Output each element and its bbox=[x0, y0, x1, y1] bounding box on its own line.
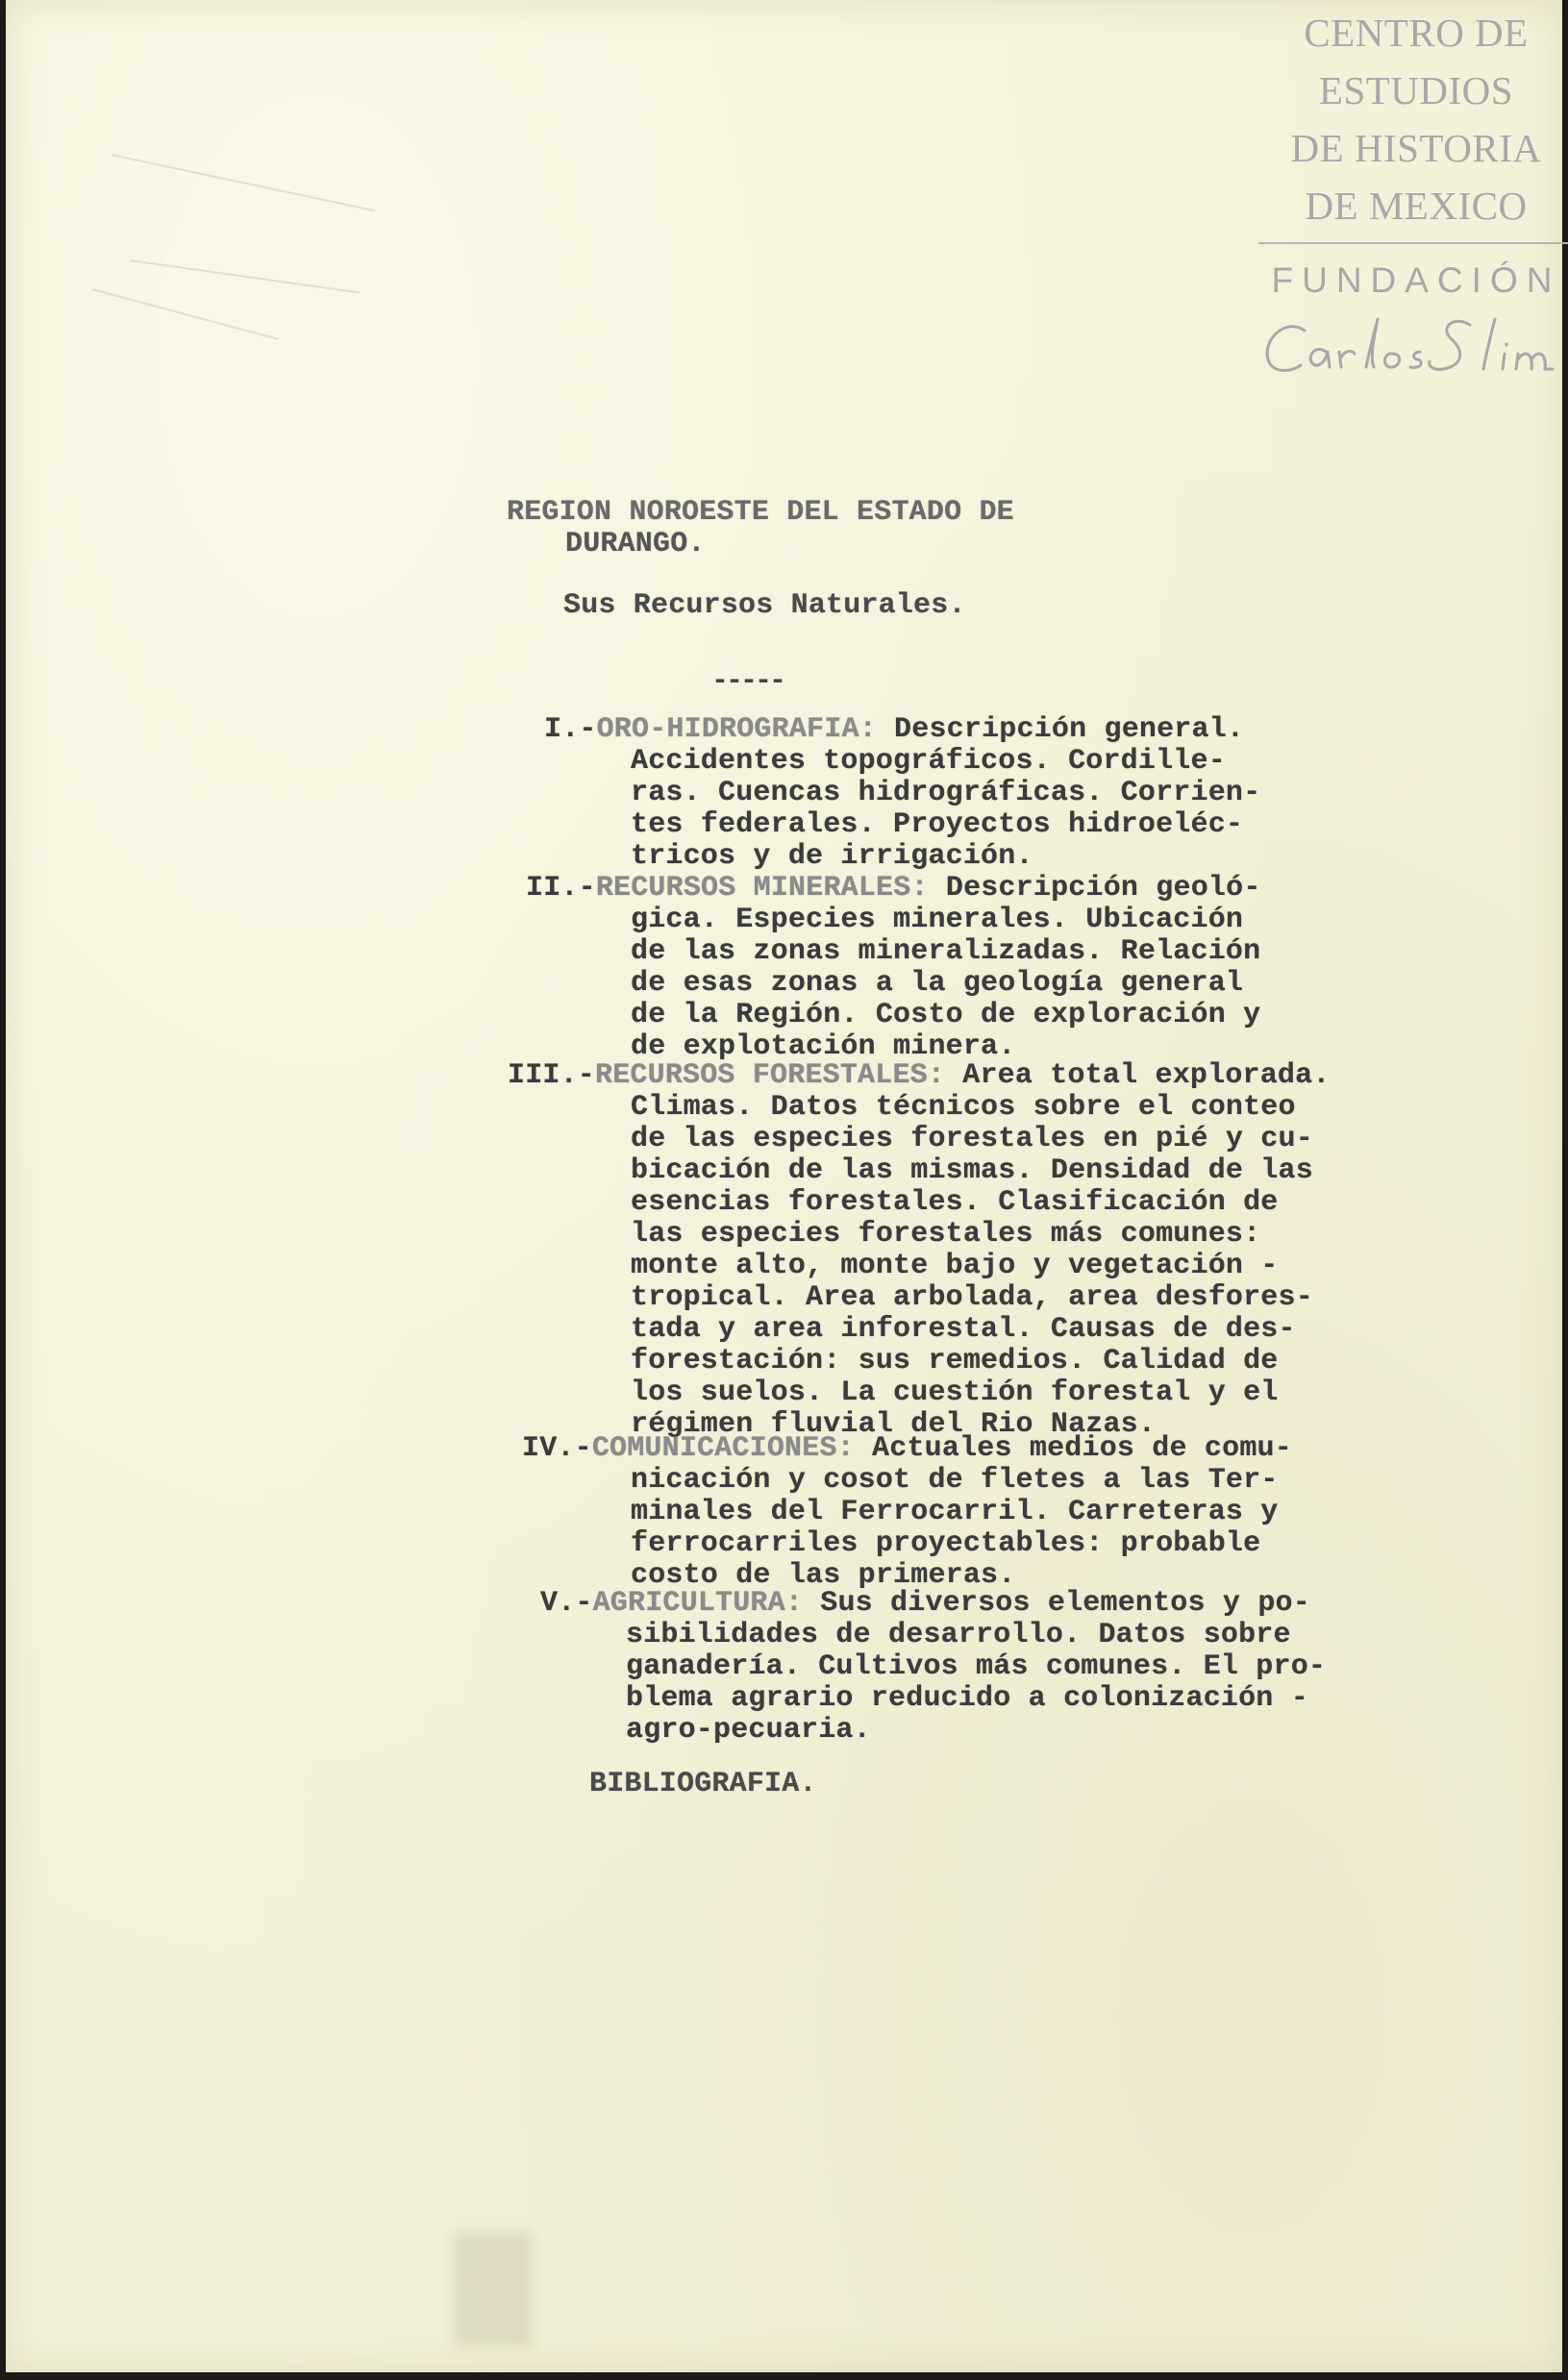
archive-watermark bbox=[1258, 0, 1568, 388]
section-text-line: esencias forestales. Clasificación de bbox=[631, 1186, 1279, 1219]
section-first-line: Descripción geoló- bbox=[928, 872, 1261, 905]
section-text-line: bicación de las mismas. Densidad de las bbox=[631, 1154, 1313, 1187]
section-heading: AGRICULTURA: bbox=[592, 1587, 804, 1620]
section-text-line: nicación y cosot de fletes a las Ter- bbox=[631, 1464, 1279, 1497]
watermark-line: DE HISTORIA bbox=[1290, 126, 1542, 170]
section-text-line: de las especies forestales en pié y cu- bbox=[631, 1123, 1313, 1155]
document-title-line-1: REGION NOROESTE DEL ESTADO DE bbox=[507, 496, 1014, 529]
section-heading: RECURSOS MINERALES: bbox=[595, 872, 929, 905]
section-text-line: las especies forestales más comunes: bbox=[631, 1218, 1261, 1251]
section-heading-line bbox=[522, 1433, 1292, 1465]
paper-crease bbox=[112, 154, 375, 211]
section-text-line: tada y area inforestal. Causas de des- bbox=[631, 1313, 1296, 1346]
section-text-line: agro-pecuaria. bbox=[626, 1714, 871, 1747]
section-text-line: de las zonas mineralizadas. Relación bbox=[631, 935, 1261, 968]
document-page bbox=[6, 0, 1562, 2372]
section-heading: ORO-HIDROGRAFIA: bbox=[596, 713, 877, 746]
section-first-line: Actuales medios de comu- bbox=[854, 1432, 1292, 1465]
watermark-fundacion: FUNDACIÓN bbox=[1271, 260, 1561, 300]
section-text-line: gica. Especies minerales. Ubicación bbox=[631, 904, 1244, 936]
section-numeral: II.- bbox=[526, 872, 596, 905]
document-title-line-2: DURANGO. bbox=[565, 528, 706, 560]
section-text-line: forestación: sus remedios. Calidad de bbox=[631, 1345, 1279, 1377]
section-text-line: de la Región. Costo de exploración y bbox=[631, 999, 1261, 1031]
paper-smudge bbox=[454, 2232, 533, 2347]
watermark-line: CENTRO DE bbox=[1304, 11, 1529, 55]
section-text-line: tropical. Area arbolada, area desfores- bbox=[631, 1281, 1313, 1314]
section-heading-line bbox=[526, 873, 1261, 905]
section-first-line: Sus diversos elementos y po- bbox=[803, 1587, 1310, 1620]
section-text-line: tricos y de irrigación. bbox=[631, 840, 1033, 873]
section-numeral: I.- bbox=[544, 713, 597, 746]
section-heading: RECURSOS FORESTALES: bbox=[595, 1059, 946, 1092]
bibliography-heading: BIBLIOGRAFIA. bbox=[589, 1768, 817, 1800]
title-separator: ----- bbox=[711, 665, 784, 698]
section-text-line: de esas zonas a la geología general bbox=[631, 967, 1244, 1000]
section-first-line: Area total explorada. bbox=[945, 1059, 1331, 1092]
section-text-line: los suelos. La cuestión forestal y el bbox=[631, 1376, 1279, 1409]
section-text-line: tes federales. Proyectos hidroeléc- bbox=[631, 808, 1244, 841]
section-text-line: Accidentes topográficos. Cordille- bbox=[631, 745, 1226, 778]
section-text-line: Climas. Datos técnicos sobre el conteo bbox=[631, 1091, 1296, 1124]
section-numeral: V.- bbox=[540, 1587, 593, 1620]
section-heading-line bbox=[508, 1060, 1331, 1092]
section-numeral: IV.- bbox=[522, 1432, 592, 1465]
section-heading-line bbox=[540, 1588, 1310, 1620]
section-text-line: régimen fluvial del Rio Nazas. bbox=[631, 1408, 1157, 1441]
document-subtitle: Sus Recursos Naturales. bbox=[563, 589, 966, 622]
section-text-line: blema agrario reducido a colonización - bbox=[626, 1682, 1308, 1715]
section-text-line: ganadería. Cultivos más comunes. El pro- bbox=[626, 1650, 1327, 1683]
watermark-line: DE MEXICO bbox=[1305, 184, 1528, 228]
paper-crease bbox=[92, 288, 279, 340]
watermark-divider bbox=[1258, 242, 1568, 244]
section-text-line: monte alto, monte bajo y vegetación - bbox=[631, 1250, 1279, 1282]
signature-logo bbox=[1258, 310, 1568, 383]
section-numeral: III.- bbox=[508, 1059, 596, 1092]
section-text-line: sibilidades de desarrollo. Datos sobre bbox=[626, 1619, 1291, 1651]
section-text-line: costo de las primeras. bbox=[631, 1559, 1016, 1592]
watermark-line: ESTUDIOS bbox=[1318, 68, 1514, 112]
section-heading: COMUNICACIONES: bbox=[591, 1432, 855, 1465]
section-heading-line bbox=[544, 714, 1244, 746]
paper-crease bbox=[131, 260, 360, 293]
section-text-line: ferrocarriles proyectables: probable bbox=[631, 1527, 1261, 1560]
section-text-line: minales del Ferrocarril. Carreteras y bbox=[631, 1496, 1279, 1528]
section-text-line: de explotación minera. bbox=[631, 1030, 1016, 1063]
section-first-line: Descripción general. bbox=[876, 713, 1245, 746]
section-text-line: ras. Cuencas hidrográficas. Corrien- bbox=[631, 777, 1261, 809]
